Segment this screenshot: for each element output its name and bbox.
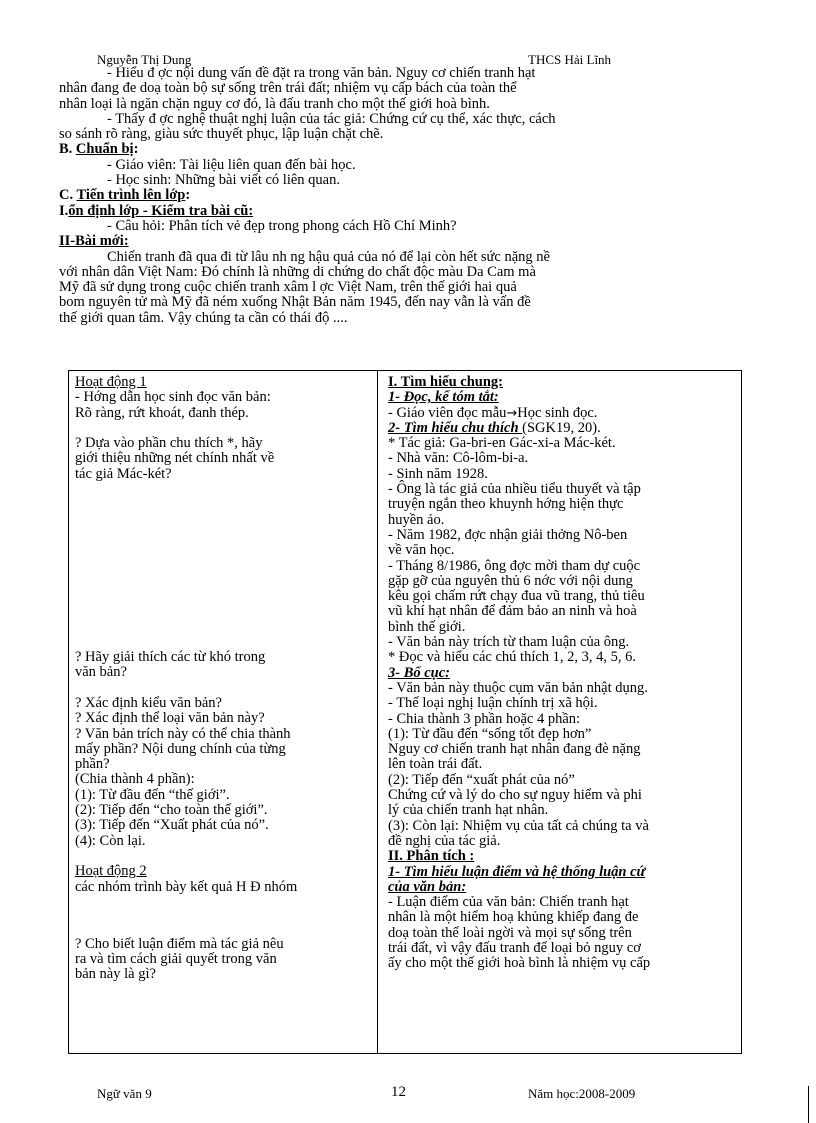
new-lesson-line: bom nguyên tử mà Mỹ đã ném xuống Nhật Bản năm 1945, đến nay vẫn là vấn đề bbox=[59, 294, 531, 311]
intro-line: - Thấy đ ợc nghệ thuật nghị luận của tác giả: Chứng cứ cụ thể, xác thực, cách bbox=[107, 110, 556, 127]
text-line: - Hớng dẫn học sinh đọc văn bản: bbox=[75, 389, 271, 406]
subsection-heading: 2- Tìm hiểu chu thích (SGK19, 20). bbox=[388, 419, 601, 436]
question-line: ? Văn bản trích này có thể chia thành bbox=[75, 725, 291, 742]
intro-line: nhân đang đe doạ toàn bộ sự sống trên trái đất; nhiệm vụ cấp bách của toàn thể bbox=[59, 80, 517, 97]
part-line: (Chia thành 4 phần): bbox=[75, 771, 195, 788]
text-line: - Thể loại nghị luận chính trị xã hội. bbox=[388, 695, 598, 712]
text-line: ấy cho một thế giới hoà bình là nhiệm vụ cấp bbox=[388, 955, 651, 972]
new-lesson-line: thế giới quan tâm. Vậy chúng ta cần có thái độ .... bbox=[59, 309, 348, 326]
footer-year: Năm học:2008-2009 bbox=[528, 1086, 636, 1101]
text-line: Rõ ràng, rứt khoát, đanh thép. bbox=[75, 404, 249, 421]
text-line: truyện ngắn theo khuynh hớng hiện thực bbox=[388, 496, 624, 513]
text-line: - Luận điểm của văn bản: Chiến tranh hạt bbox=[388, 894, 629, 911]
text-line: trái đất, vì vậy đấu tranh để loại bỏ nguy cơ bbox=[388, 939, 641, 956]
part-line: (2): Tiếp đến “cho toàn thế giới”. bbox=[75, 802, 268, 819]
old-lesson-question: - Câu hỏi: Phân tích vẻ đẹp trong phong cách Hồ Chí Minh? bbox=[107, 217, 457, 234]
subsection-heading: của văn bản: bbox=[388, 878, 467, 895]
text-line: (3): Còn lại: Nhiệm vụ của tất cả chúng ta và bbox=[388, 817, 649, 834]
text-line: lý của chiến tranh hạt nhân. bbox=[388, 802, 549, 819]
lesson-table bbox=[68, 370, 742, 1054]
subsection-heading: 1- Tìm hiểu luận điểm và hệ thống luận cứ bbox=[388, 863, 646, 880]
question-line: ra và tìm cách giải quyết trong văn bbox=[75, 951, 277, 968]
text-line: - Sinh năm 1928. bbox=[388, 465, 488, 482]
text-line: (2): Tiếp đến “xuất phát của nó” bbox=[388, 771, 575, 788]
text-line: (1): Từ đầu đến “sống tốt đẹp hơn” bbox=[388, 725, 592, 742]
question-line: bản này là gì? bbox=[75, 966, 156, 983]
text-line: doạ toàn thể loài ngời và mọi sự sống trên bbox=[388, 924, 632, 941]
question-line: phần? bbox=[75, 756, 110, 773]
activity-1-heading: Hoạt động 1 bbox=[75, 374, 147, 390]
text-line: - Năm 1982, đợc nhận giải thởng Nô-ben bbox=[388, 526, 628, 543]
footer-subject: Ngữ văn 9 bbox=[97, 1086, 152, 1101]
question-line: văn bản? bbox=[75, 664, 127, 681]
text-line: - Giáo viên đọc mẫu→Học sinh đọc. bbox=[388, 404, 598, 421]
text-line: - Tháng 8/1986, ông đợc mời tham dự cuộc bbox=[388, 557, 641, 574]
intro-line: so sánh rõ ràng, giàu sức thuyết phục, lập luận chặt chẽ. bbox=[59, 126, 384, 143]
section-1-heading: I. Tìm hiểu chung: bbox=[388, 374, 503, 390]
header-school: THCS Hải Lĩnh bbox=[528, 52, 612, 67]
text-line: về văn học. bbox=[388, 542, 455, 559]
section-2-heading: II. Phân tích : bbox=[388, 848, 475, 865]
text-line: - Văn bản này trích từ tham luận của ông. bbox=[388, 634, 630, 651]
text-line: đề nghị của tác giả. bbox=[388, 832, 501, 849]
text-line: bình thế giới. bbox=[388, 618, 466, 635]
section-ii-heading: II-Bài mới: bbox=[59, 233, 129, 250]
question-line: giới thiệu những nét chính nhất về bbox=[75, 450, 275, 467]
text-line: huyền ảo. bbox=[388, 511, 445, 528]
intro-line: - Hiểu đ ợc nội dung vấn đề đặt ra trong văn bản. Nguy cơ chiến tranh hạt bbox=[107, 65, 536, 81]
text-line: * Tác giả: Ga-bri-en Gác-xi-a Mác-két. bbox=[388, 435, 616, 452]
question-line: ? Hãy giải thích các từ khó trong bbox=[75, 649, 266, 666]
margin-line bbox=[808, 1086, 809, 1123]
question-line: tác giả Mác-két? bbox=[75, 465, 172, 482]
prep-line: - Học sinh: Những bài viết có liên quan. bbox=[107, 172, 340, 189]
text-line: - Văn bản này thuộc cụm văn bản nhật dụng. bbox=[388, 679, 648, 696]
text-line: - Chia thành 3 phần hoặc 4 phần: bbox=[388, 710, 581, 727]
section-c-heading: C. Tiến trình lên lớp: bbox=[59, 187, 191, 204]
arrow-right-icon: → bbox=[506, 405, 518, 421]
question-line: mấy phần? Nội dung chính của từng bbox=[75, 740, 286, 757]
text-line: - Ông là tác giả của nhiều tiểu thuyết và tập bbox=[388, 481, 641, 498]
intro-line: nhân loại là ngăn chặn nguy cơ đó, là đấu tranh cho một thế giới hoà bình. bbox=[59, 95, 490, 112]
question-line: ? Cho biết luận điểm mà tác giả nêu bbox=[75, 935, 284, 952]
part-line: (1): Từ đầu đến “thế giới”. bbox=[75, 786, 230, 803]
text-line: lên toàn trái đất. bbox=[388, 756, 483, 773]
new-lesson-line: Mỹ đã sử dụng trong cuộc chiến tranh xâm l ợc Việt Nam, trên thế giới hai quả bbox=[59, 279, 517, 296]
section-b-heading: B. Chuẩn bị: bbox=[59, 141, 139, 158]
text-line: Chứng cứ và lý do cho sự nguy hiểm và phi bbox=[388, 787, 642, 804]
part-line: (3): Tiếp đến “Xuất phát của nó”. bbox=[75, 817, 269, 834]
subsection-heading: 1- Đọc, kể tóm tắt: bbox=[388, 389, 499, 406]
section-i-heading: I.ổn định lớp - Kiểm tra bài cũ: bbox=[59, 202, 254, 219]
text-line: - Nhà văn: Cô-lôm-bi-a. bbox=[388, 450, 529, 467]
text-line: Nguy cơ chiến tranh hạt nhân đang đè nặng bbox=[388, 741, 641, 758]
teacher-activities-column bbox=[69, 371, 378, 1054]
content-column bbox=[378, 371, 742, 1054]
question-line: ? Xác định kiểu văn bản? bbox=[75, 694, 222, 711]
header-author: Nguyễn Thị Dung bbox=[97, 52, 192, 67]
question-line: ? Dựa vào phần chu thích *, hãy bbox=[75, 435, 263, 452]
text-line: nhân là một hiểm hoạ khủng khiếp đang đe bbox=[388, 909, 639, 926]
page-number: 12 bbox=[391, 1084, 406, 1100]
subsection-heading: 3- Bố cục: bbox=[388, 664, 451, 681]
text-line: * Đọc và hiểu các chú thích 1, 2, 3, 4, 5, 6. bbox=[388, 649, 637, 666]
intro-section bbox=[59, 66, 731, 326]
prep-line: - Giáo viên: Tài liệu liên quan đến bài học. bbox=[107, 156, 356, 173]
question-line: ? Xác định thể loại văn bản này? bbox=[75, 710, 265, 727]
part-line: (4): Còn lại. bbox=[75, 832, 146, 849]
text-line: kêu gọi chấm rứt chạy đua vũ trang, thủ tiêu bbox=[388, 588, 645, 605]
text-line: các nhóm trình bày kết quả H Đ nhóm bbox=[75, 878, 298, 895]
activity-2-heading: Hoạt động 2 bbox=[75, 863, 147, 880]
new-lesson-line: Chiến tranh đã qua đi từ lâu nh ng hậu quả của nó để lại còn hết sức nặng nề bbox=[107, 248, 550, 265]
new-lesson-line: với nhân dân Việt Nam: Đó chính là những di chứng do chất độc màu Da Cam mà bbox=[59, 263, 536, 280]
text-line: gặp gỡ của nguyên thủ 6 nớc với nội dung bbox=[388, 572, 633, 589]
text-line: vũ khí hạt nhân để đảm bảo an ninh và hoà bbox=[388, 603, 637, 620]
